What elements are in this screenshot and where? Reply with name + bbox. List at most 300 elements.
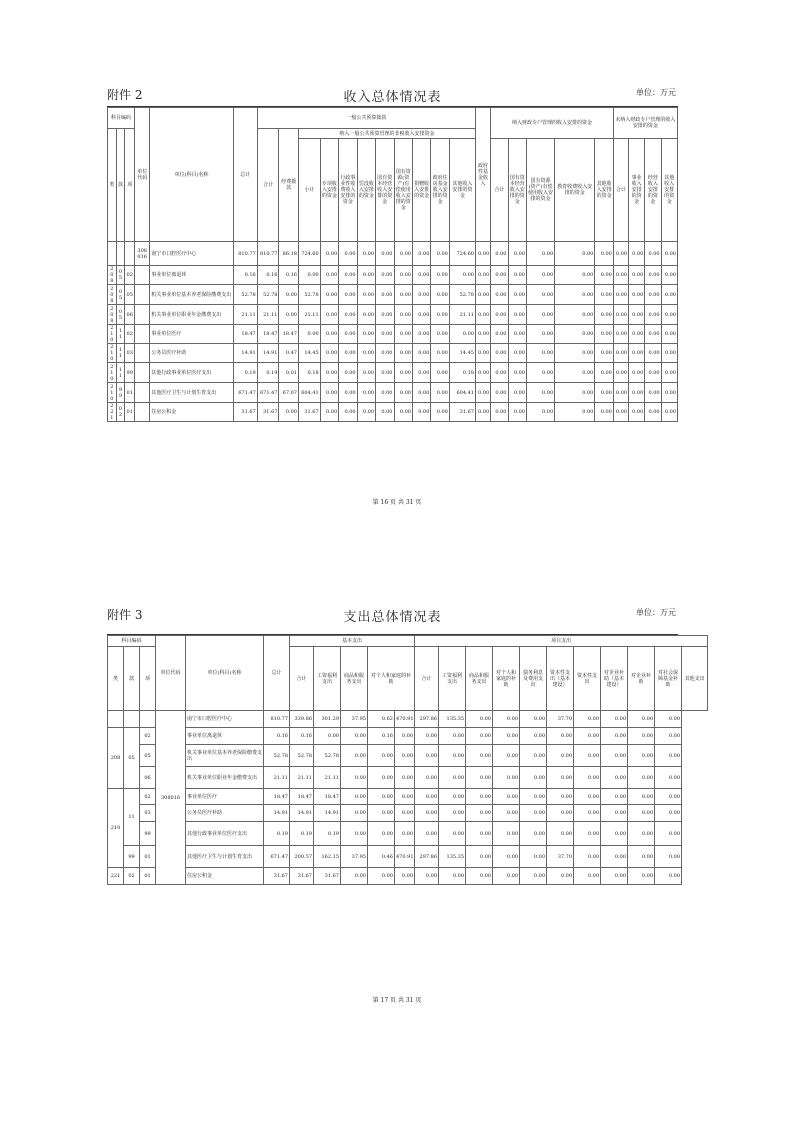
cell-value: 0.00 <box>629 403 645 422</box>
cell-value: 0.00 <box>613 383 628 403</box>
cell-value: 0.00 <box>466 767 493 789</box>
exp-hdr-b1: 工资福利支出 <box>314 647 341 711</box>
cell-value: 0.00 <box>595 266 614 285</box>
cell-value: 0.00 <box>357 285 375 305</box>
cell-value: 0.00 <box>628 846 655 868</box>
cell-value: 0.00 <box>320 305 338 325</box>
income-attachment-label: 附件 2 <box>107 88 143 102</box>
cell-cat: 210 <box>108 363 117 383</box>
cell-value: 604.41 <box>298 383 320 403</box>
hdr-nf3: 其他收入安排的资金 <box>661 139 677 242</box>
cell-value: 14.91 <box>314 805 341 822</box>
exp-hdr-project: 项目支出 <box>415 636 708 647</box>
cell-value: 0.00 <box>526 363 554 383</box>
cell-value: 0.16 <box>290 728 314 745</box>
cell-unit-name: 住房公积金 <box>150 403 234 422</box>
cell-xiang <box>140 711 156 728</box>
cell-value: 0.16 <box>279 266 299 285</box>
cell-value: 0.00 <box>339 266 357 285</box>
cell-value: 0.00 <box>661 325 677 344</box>
cell-xiang: 02 <box>140 789 156 805</box>
cell-value: 0.00 <box>574 728 601 745</box>
table-row <box>108 846 708 868</box>
cell-value: 339.86 <box>290 711 314 728</box>
cell-xiang: 01 <box>140 846 156 868</box>
cell-value: 0.00 <box>574 868 601 885</box>
cell-value: 0.00 <box>475 325 490 344</box>
exp-hdr-p2: 商品和服务支出 <box>466 647 493 711</box>
cell-value: 0.00 <box>466 711 493 728</box>
expense-title: 支出总体情况表 <box>343 610 442 625</box>
cell-value: 0.00 <box>629 383 645 403</box>
cell-value: 0.00 <box>341 767 368 789</box>
cell-value: 0.00 <box>520 711 547 728</box>
cell-value: 0.00 <box>613 363 628 383</box>
cell-value: 0.00 <box>645 305 661 325</box>
cell-xiang: 06 <box>140 767 156 789</box>
cell-value: 470.91 <box>395 711 415 728</box>
cell-value: 0.00 <box>629 344 645 363</box>
cell-value: 0.00 <box>376 383 394 403</box>
cell-value: 0.00 <box>431 344 449 363</box>
cell-value: 0.00 <box>629 325 645 344</box>
cell-value: 0.00 <box>415 868 439 885</box>
cell-value: 0.19 <box>264 822 290 846</box>
cell-value: 0.00 <box>357 242 375 266</box>
cell-value: 0.00 <box>466 868 493 885</box>
cell-value: 0.00 <box>526 266 554 285</box>
cell-value: 0.00 <box>431 266 449 285</box>
cell-value: 37.70 <box>547 711 574 728</box>
cell-value: 21.11 <box>257 305 279 325</box>
cell-value: 0.00 <box>376 344 394 363</box>
exp-hdr-p1: 工资福利支出 <box>439 647 466 711</box>
cell-value: 671.47 <box>264 846 290 868</box>
cell-value: 31.67 <box>257 403 279 422</box>
exp-hdr-total: 总计 <box>264 636 290 711</box>
cell-unit-name: 机关事业单位职业年金缴费支出 <box>186 767 264 789</box>
hdr-nt2: 行政事业性收费收入安排的资金 <box>339 139 357 242</box>
cell-value: 0.00 <box>466 745 493 767</box>
cell-value: 0.00 <box>520 868 547 885</box>
cell-value: 0.00 <box>613 266 628 285</box>
cell-xiang: 02 <box>125 266 135 285</box>
cell-value: 0.00 <box>357 363 375 383</box>
cell-value: 52.78 <box>314 745 341 767</box>
cell-value: 0.00 <box>395 822 415 846</box>
cell-value: 52.78 <box>257 285 279 305</box>
table-row <box>108 383 678 403</box>
cell-value: 0.00 <box>629 363 645 383</box>
exp-hdr-unit-code: 单位代码 <box>156 636 186 711</box>
cell-value: 0.00 <box>475 305 490 325</box>
cell-unit-name: 住房公积金 <box>186 868 264 885</box>
cell-xiang: 03 <box>125 344 135 363</box>
cell-value: 0.16 <box>257 266 279 285</box>
cell-value: 86.18 <box>279 242 299 266</box>
cell-value: 0.00 <box>320 383 338 403</box>
cell-value: 0.00 <box>574 805 601 822</box>
cell-value: 0.00 <box>431 403 449 422</box>
cell-value: 0.00 <box>601 805 628 822</box>
cell-value: 0.00 <box>431 285 449 305</box>
cell-value: 0.00 <box>601 711 628 728</box>
hdr-fs4: 其他收入安排的资金 <box>595 139 614 242</box>
cell-value: 0.00 <box>491 285 508 305</box>
cell-value: 0.00 <box>493 789 520 805</box>
hdr-total: 总计 <box>233 108 257 242</box>
cell-value: 0.00 <box>613 242 628 266</box>
cell-value: 470.91 <box>395 846 415 868</box>
cell-value: 0.00 <box>520 805 547 822</box>
cell-kuan <box>124 711 140 728</box>
cell-value: 0.00 <box>601 767 628 789</box>
cell-value: 0.00 <box>645 383 661 403</box>
cell-value: 0.00 <box>415 767 439 789</box>
cell-value: 671.47 <box>257 383 279 403</box>
cell-value: 0.00 <box>645 363 661 383</box>
cell-cat: 210 <box>108 789 124 868</box>
cell-value: 0.00 <box>431 363 449 383</box>
cell-value: 0.00 <box>628 767 655 789</box>
cell-value: 21.11 <box>264 767 290 789</box>
cell-value: 0.00 <box>595 403 614 422</box>
cell-value: 18.47 <box>264 789 290 805</box>
cell-value: 0.00 <box>394 266 412 285</box>
cell-xiang: 99 <box>140 822 156 846</box>
cell-value: 0.00 <box>555 363 595 383</box>
cell-value: 0.00 <box>493 846 520 868</box>
cell-value: 0.00 <box>412 344 430 363</box>
cell-value: 162.15 <box>314 846 341 868</box>
cell-value: 0.00 <box>439 822 466 846</box>
cell-value: 0.00 <box>555 325 595 344</box>
cell-value: 0.00 <box>595 285 614 305</box>
cell-value: 31.67 <box>314 868 341 885</box>
cell-value: 0.00 <box>394 325 412 344</box>
cell-value: 0.00 <box>555 344 595 363</box>
cell-value: 0.00 <box>520 728 547 745</box>
cell-value: 0.00 <box>655 805 682 822</box>
cell-value: 297.86 <box>415 711 439 728</box>
cell-value: 0.19 <box>314 822 341 846</box>
cell-unit-code <box>135 344 150 363</box>
cell-kuan <box>116 242 125 266</box>
cell-value: 0.00 <box>314 728 341 745</box>
cell-value: 0.00 <box>394 363 412 383</box>
exp-hdr-kuan: 款 <box>124 647 140 711</box>
cell-value: 0.00 <box>439 767 466 789</box>
hdr-nt4: 国有资本经营收入安排的资金 <box>376 139 394 242</box>
cell-xiang: 05 <box>125 285 135 305</box>
cell-value: 0.00 <box>339 242 357 266</box>
cell-value: 21.11 <box>314 767 341 789</box>
cell-value: 0.00 <box>547 789 574 805</box>
cell-value: 0.00 <box>629 285 645 305</box>
cell-value: 37.95 <box>341 711 368 728</box>
exp-hdr-p5: 资本性支出（基本建设） <box>547 647 574 711</box>
cell-xiang: 01 <box>140 868 156 885</box>
cell-value: 724.60 <box>298 242 320 266</box>
cell-value: 0.00 <box>376 242 394 266</box>
cell-value: 0.00 <box>394 403 412 422</box>
cell-value: 0.00 <box>415 822 439 846</box>
cell-value: 52.78 <box>233 285 257 305</box>
cell-value: 0.00 <box>645 242 661 266</box>
table-row <box>108 305 678 325</box>
cell-value: 0.00 <box>368 789 395 805</box>
cell-value: 671.47 <box>233 383 257 403</box>
cell-value: 0.00 <box>320 285 338 305</box>
cell-cat: 210 <box>108 344 117 363</box>
income-unit: 单位：万元 <box>636 88 676 97</box>
cell-value: 200.57 <box>290 846 314 868</box>
cell-value: 0.00 <box>613 305 628 325</box>
cell-unit-name: 其他行政事业单位医疗支出 <box>150 363 234 383</box>
cell-value: 0.00 <box>555 242 595 266</box>
cell-value: 0.00 <box>341 822 368 846</box>
cell-xiang: 02 <box>125 325 135 344</box>
cell-value: 0.00 <box>339 325 357 344</box>
cell-value: 0.00 <box>655 745 682 767</box>
cell-value: 0.00 <box>555 285 595 305</box>
cell-value: 0.00 <box>493 711 520 728</box>
cell-value: 0.00 <box>298 325 320 344</box>
cell-value: 0.46 <box>368 846 395 868</box>
cell-kuan: 05 <box>116 305 125 325</box>
cell-kuan: 99 <box>124 846 140 868</box>
cell-value: 0.00 <box>613 403 628 422</box>
cell-value: 0.00 <box>520 745 547 767</box>
cell-value: 0.00 <box>526 325 554 344</box>
cell-value: 0.19 <box>257 363 279 383</box>
cell-unit-name: 其他医疗卫生与计划生育支出 <box>186 846 264 868</box>
cell-value: 0.00 <box>339 383 357 403</box>
cell-value: 0.00 <box>628 728 655 745</box>
hdr-fs1: 国有资本经营收入安排的资金 <box>508 139 526 242</box>
cell-value: 0.00 <box>601 868 628 885</box>
cell-value: 0.00 <box>547 767 574 789</box>
cell-value: 0.00 <box>475 285 490 305</box>
cell-value: 21.11 <box>449 305 475 325</box>
cell-value: 0.00 <box>526 403 554 422</box>
exp-hdr-p4: 债务利息及费用支出 <box>520 647 547 711</box>
cell-unit-name: 事业单位离退休 <box>150 266 234 285</box>
exp-hdr-basic: 基本支出 <box>290 636 415 647</box>
cell-value: 0.00 <box>376 403 394 422</box>
cell-value: 0.00 <box>574 767 601 789</box>
cell-unit-name: 南宁市口腔医疗中心 <box>150 242 234 266</box>
cell-value: 0.00 <box>601 822 628 846</box>
cell-cat <box>108 711 124 728</box>
table-row <box>108 266 678 285</box>
hdr-nt1: 专项收入安排的资金 <box>320 139 338 242</box>
cell-unit-name: 南宁市口腔医疗中心 <box>186 711 264 728</box>
cell-value: 0.00 <box>357 383 375 403</box>
hdr-xiang: 项 <box>125 129 135 242</box>
income-table-body <box>108 242 678 422</box>
cell-value: 0.00 <box>595 325 614 344</box>
hdr-nt6: 捐赠收入安排的资金 <box>412 139 430 242</box>
cell-unit-name: 其他行政事业单位医疗支出 <box>186 822 264 846</box>
cell-value: 0.00 <box>279 305 299 325</box>
cell-value: 0.00 <box>520 789 547 805</box>
cell-value: 0.00 <box>547 868 574 885</box>
hdr-fs2: 国有资源(资产)有偿使用收入安排的资金 <box>526 139 554 242</box>
cell-value: 0.00 <box>341 789 368 805</box>
cell-value: 0.00 <box>491 403 508 422</box>
exp-hdr-xiang: 项 <box>140 647 156 711</box>
cell-value: 724.60 <box>449 242 475 266</box>
cell-value: 18.47 <box>233 325 257 344</box>
cell-value: 0.00 <box>415 728 439 745</box>
cell-kuan: 02 <box>124 868 140 885</box>
cell-value: 0.00 <box>547 822 574 846</box>
cell-value: 31.67 <box>264 868 290 885</box>
cell-value: 0.00 <box>449 325 475 344</box>
cell-value: 0.00 <box>357 403 375 422</box>
expense-attachment-label: 附件 3 <box>107 608 143 622</box>
cell-value: 0.00 <box>491 363 508 383</box>
cell-xiang: 03 <box>140 805 156 822</box>
cell-unit-name: 机关事业单位基本养老保险缴费支出 <box>186 745 264 767</box>
cell-value: 0.00 <box>412 242 430 266</box>
cell-value: 0.00 <box>394 305 412 325</box>
cell-kuan: 05 <box>116 266 125 285</box>
cell-value: 18.47 <box>314 789 341 805</box>
expense-table-body <box>108 711 708 885</box>
cell-value: 0.00 <box>613 344 628 363</box>
table-row <box>108 363 678 383</box>
cell-value: 0.00 <box>439 805 466 822</box>
cell-value: 0.00 <box>655 767 682 789</box>
cell-cat: 221 <box>108 868 124 885</box>
cell-value: 0.00 <box>412 403 430 422</box>
hdr-general-budget: 一般公共预算拨款 <box>257 108 475 129</box>
cell-unit-code <box>135 305 150 325</box>
cell-value: 135.35 <box>439 711 466 728</box>
cell-value: 21.11 <box>290 767 314 789</box>
cell-value: 135.35 <box>439 846 466 868</box>
cell-value: 37.95 <box>341 846 368 868</box>
cell-value: 0.00 <box>412 305 430 325</box>
cell-xiang: 01 <box>125 403 135 422</box>
expense-unit: 单位：万元 <box>636 608 676 617</box>
cell-cat: 208 <box>108 728 124 789</box>
cell-value: 0.00 <box>595 363 614 383</box>
cell-value: 0.00 <box>661 383 677 403</box>
cell-value: 0.00 <box>628 822 655 846</box>
cell-value: 0.00 <box>475 403 490 422</box>
cell-value: 37.70 <box>547 846 574 868</box>
cell-value: 0.00 <box>394 285 412 305</box>
cell-value: 0.00 <box>439 868 466 885</box>
cell-value: 0.00 <box>526 383 554 403</box>
table-row <box>108 767 708 789</box>
cell-value: 0.00 <box>339 285 357 305</box>
hdr-cat: 类 <box>108 129 117 242</box>
income-table <box>107 107 678 422</box>
exp-hdr-b3: 对个人和家庭的补助 <box>368 647 415 711</box>
cell-value: 0.00 <box>466 728 493 745</box>
cell-unit-name: 机关事业单位职业年金缴费支出 <box>150 305 234 325</box>
cell-value: 0.00 <box>508 305 526 325</box>
cell-value: 0.00 <box>357 344 375 363</box>
cell-value: 0.00 <box>526 285 554 305</box>
cell-value: 0.00 <box>475 383 490 403</box>
cell-value: 0.00 <box>415 805 439 822</box>
cell-value: 0.00 <box>376 363 394 383</box>
exp-hdr-p9: 对社会保障基金补助 <box>655 647 682 711</box>
table-row <box>108 344 678 363</box>
cell-value: 0.00 <box>645 403 661 422</box>
cell-value: 0.18 <box>298 363 320 383</box>
cell-value: 0.00 <box>493 767 520 789</box>
exp-hdr-p7: 对企业补助（基本建设） <box>601 647 628 711</box>
cell-value: 0.00 <box>520 822 547 846</box>
cell-value: 0.00 <box>491 383 508 403</box>
hdr-nt8: 其他收入安排的资金 <box>449 139 475 242</box>
cell-value: 0.00 <box>491 242 508 266</box>
table-row <box>108 745 708 767</box>
cell-kuan: 11 <box>124 789 140 846</box>
cell-kuan: 02 <box>116 403 125 422</box>
expense-header <box>107 606 678 626</box>
cell-value: 31.67 <box>290 868 314 885</box>
hdr-fiscal-group: 纳入财政专户管理的收入安排的资金 <box>491 108 614 139</box>
cell-value: 0.00 <box>508 266 526 285</box>
cell-value: 52.78 <box>290 745 314 767</box>
cell-value: 0.00 <box>526 344 554 363</box>
cell-value: 0.00 <box>376 325 394 344</box>
cell-kuan: 11 <box>116 325 125 344</box>
cell-value: 0.00 <box>555 403 595 422</box>
cell-value: 0.00 <box>376 305 394 325</box>
cell-value: 604.41 <box>449 383 475 403</box>
cell-value: 0.00 <box>508 383 526 403</box>
table-row <box>108 822 708 846</box>
cell-value: 0.00 <box>431 242 449 266</box>
cell-value: 0.00 <box>376 266 394 285</box>
cell-value: 0.00 <box>395 728 415 745</box>
cell-value: 0.00 <box>493 822 520 846</box>
cell-xiang: 05 <box>140 745 156 767</box>
cell-value: 31.67 <box>233 403 257 422</box>
cell-value: 0.00 <box>339 344 357 363</box>
cell-value: 0.19 <box>233 363 257 383</box>
cell-value: 0.00 <box>491 305 508 325</box>
cell-value: 67.07 <box>279 383 299 403</box>
cell-unit-name: 事业单位医疗 <box>150 325 234 344</box>
cell-value: 0.00 <box>320 403 338 422</box>
cell-value: 0.00 <box>661 242 677 266</box>
cell-value: 0.00 <box>508 242 526 266</box>
cell-value: 0.00 <box>395 805 415 822</box>
cell-value: 52.78 <box>298 285 320 305</box>
table-row <box>108 728 708 745</box>
cell-value: 0.00 <box>655 822 682 846</box>
exp-hdr-b-total: 合计 <box>290 647 314 711</box>
cell-value: 0.00 <box>339 403 357 422</box>
cell-value: 0.00 <box>415 789 439 805</box>
cell-value: 0.00 <box>412 363 430 383</box>
cell-value: 0.00 <box>628 805 655 822</box>
cell-value: 0.00 <box>574 822 601 846</box>
cell-value: 0.00 <box>645 325 661 344</box>
cell-value: 0.00 <box>368 868 395 885</box>
cell-value: 0.00 <box>394 344 412 363</box>
exp-hdr-unit-name: 单位(科目)名称 <box>186 636 264 711</box>
